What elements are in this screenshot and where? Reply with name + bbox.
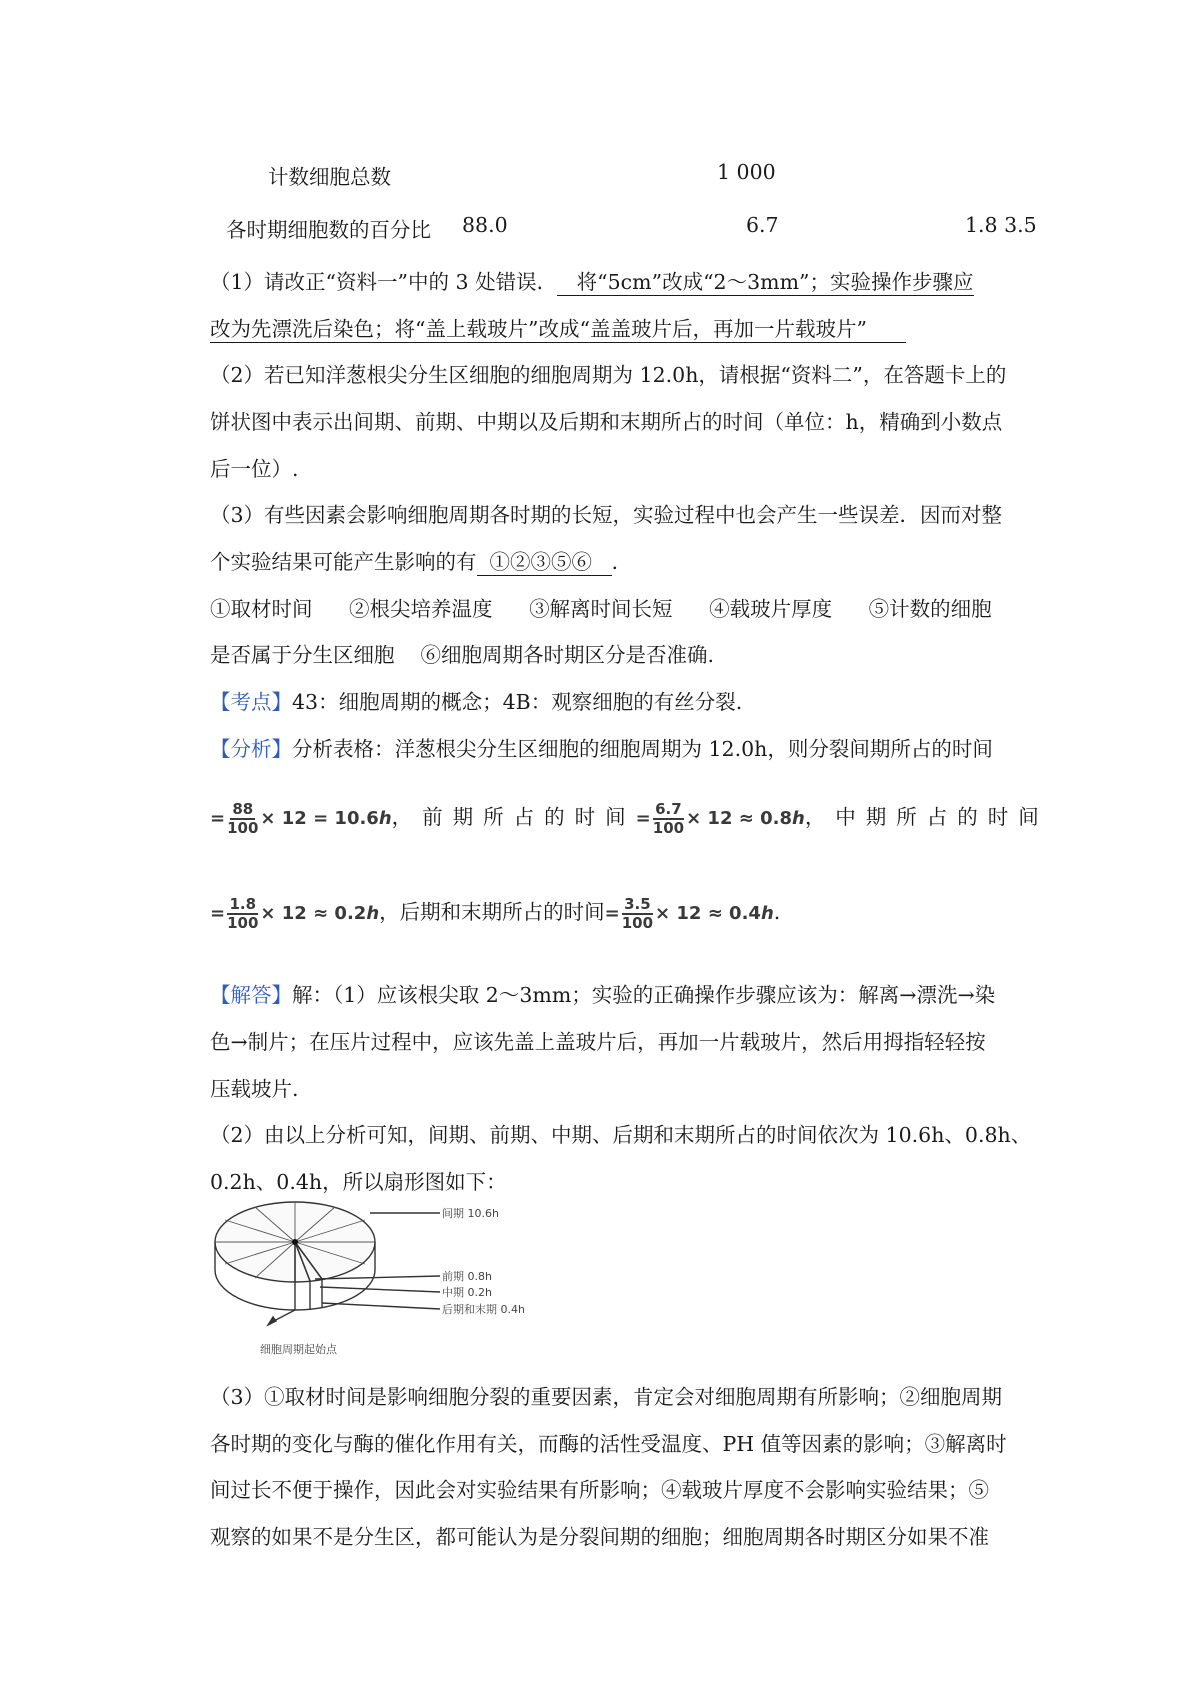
fraction-6.7-100: $\frac{6.7}{100}$ [652, 799, 685, 837]
jieda-line8: 间过长不便于操作，因此会对实验结果有所影响；④载玻片厚度不会影响实验结果；⑤ [210, 1478, 989, 1502]
jieda-line1: 【解答】解：（1）应该根尖取 2～3mm；实验的正确操作步骤应该为：解离→漂洗→染 [210, 983, 996, 1007]
q3-line1: （3）有些因素会影响细胞周期各时期的长短，实验过程中也会产生一些误差．因而对整 [210, 503, 1003, 527]
q3-opt5: ⑤计数的细胞 [868, 597, 992, 621]
q1-line2 [210, 312, 906, 342]
label-interphase: 间期 10.6h [442, 1207, 499, 1220]
q3-opt4: ④载玻片厚度 [709, 597, 833, 621]
q2-line3: 后一位）. [210, 457, 299, 481]
q3-options [210, 592, 992, 622]
q2-line1: （2）若已知洋葱根尖分生区细胞的细胞周期为 12.0h，请根据“资料二”，在答题卡上的 [210, 363, 1007, 387]
fenxi-formula-line1: = $\frac{88}{100}$ × 12 = 10.6h，前期所占的时间= $\frac{6.7}{100}$ × 12 ≈ 0.8h，中期所占的时间 [210, 799, 1049, 837]
fraction-1.8-100: $\frac{1.8}{100}$ [227, 894, 259, 932]
label-anaphase-telophase: 后期和末期 0.4h [442, 1303, 525, 1316]
jieda-line5: 0.2h、0.4h，所以扇形图如下： [210, 1170, 507, 1194]
jieda-line2: 色→制片；在压片过程中，应该先盖上盖玻片后，再加一片载玻片，然后用拇指轻轻按 [210, 1030, 986, 1054]
jieda-line9: 观察的如果不是分生区，都可能认为是分裂间期的细胞；细胞周期各时期区分如果不准 [210, 1525, 989, 1549]
q1-line1 [210, 265, 974, 295]
fraction-88-100: $\frac{88}{100}$ [227, 799, 259, 837]
q3-line4: 是否属于分生区细胞 ⑥细胞周期各时期区分是否准确. [210, 643, 715, 667]
table-row1-label: 计数细胞总数 [268, 165, 391, 189]
label-metaphase: 中期 0.2h [442, 1286, 492, 1299]
jieda-line4: （2）由以上分析可知，间期、前期、中期、后期和末期所占的时间依次为 10.6h、0.8h、 [210, 1123, 1032, 1147]
q1-prefix: （1）请改正“资料一”中的 3 处错误． [210, 270, 558, 294]
jieda-line3: 压载坡片. [210, 1077, 299, 1101]
q1-answer-b: 改为先漂洗后染色；将“盖上载玻片”改成“盖盖玻片后，再加一片载玻片” [210, 317, 906, 343]
kaodian-text: 43：细胞周期的概念；4B：观察细胞的有丝分裂. [292, 690, 743, 714]
q1-answer-a: 将“5cm”改成“2～3mm”；实验操作步骤应 [557, 270, 973, 296]
q3-answer: ①②③⑤⑥ [477, 550, 612, 576]
table-row2-v1: 88.0 [462, 213, 508, 237]
kaodian [210, 685, 742, 715]
fenxi-formula-line2: = $\frac{1.8}{100}$ × 12 ≈ 0.2h，后期和末期所占的时间= $\frac{3.5}{100}$ × 12 ≈ 0.4h. [210, 894, 781, 932]
cell-cycle-pie-diagram [210, 1195, 530, 1360]
table-row2-label: 各时期细胞数的百分比 [226, 218, 431, 242]
fenxi-text: 分析表格：洋葱根尖分生区细胞的细胞周期为 12.0h，则分裂间期所占的时间 [292, 737, 993, 761]
table-row1-value: 1 000 [717, 160, 776, 184]
fenxi-line1 [210, 732, 993, 762]
label-prophase: 前期 0.8h [442, 1270, 492, 1283]
jieda-line6: （3）①取材时间是影响细胞分裂的重要因素，肯定会对细胞周期有所影响；②细胞周期 [210, 1385, 1003, 1409]
kaodian-tag: 【考点】 [210, 690, 292, 714]
table-row2-v2: 6.7 [746, 213, 779, 237]
jieda-line7: 各时期的变化与酶的催化作用有关，而酶的活性受温度、PH 值等因素的影响；③解离时 [210, 1432, 1007, 1456]
fraction-3.5-100: $\frac{3.5}{100}$ [621, 894, 654, 932]
table-row2-v3: 1.8 3.5 [965, 213, 1037, 237]
fenxi-tag: 【分析】 [210, 737, 292, 761]
q3-opt2: ②根尖培养温度 [349, 597, 493, 621]
jieda-tag: 【解答】 [210, 983, 292, 1007]
label-cycle-start: 细胞周期起始点 [260, 1343, 337, 1356]
q3-opt1: ①取材时间 [210, 597, 313, 621]
q3-line2: 个实验结果可能产生影响的有 ①②③⑤⑥ ． [210, 550, 633, 574]
q3-opt3: ③解离时间长短 [529, 597, 673, 621]
q2-line2: 饼状图中表示出间期、前期、中期以及后期和末期所占的时间（单位：h，精确到小数点 [210, 410, 1003, 434]
